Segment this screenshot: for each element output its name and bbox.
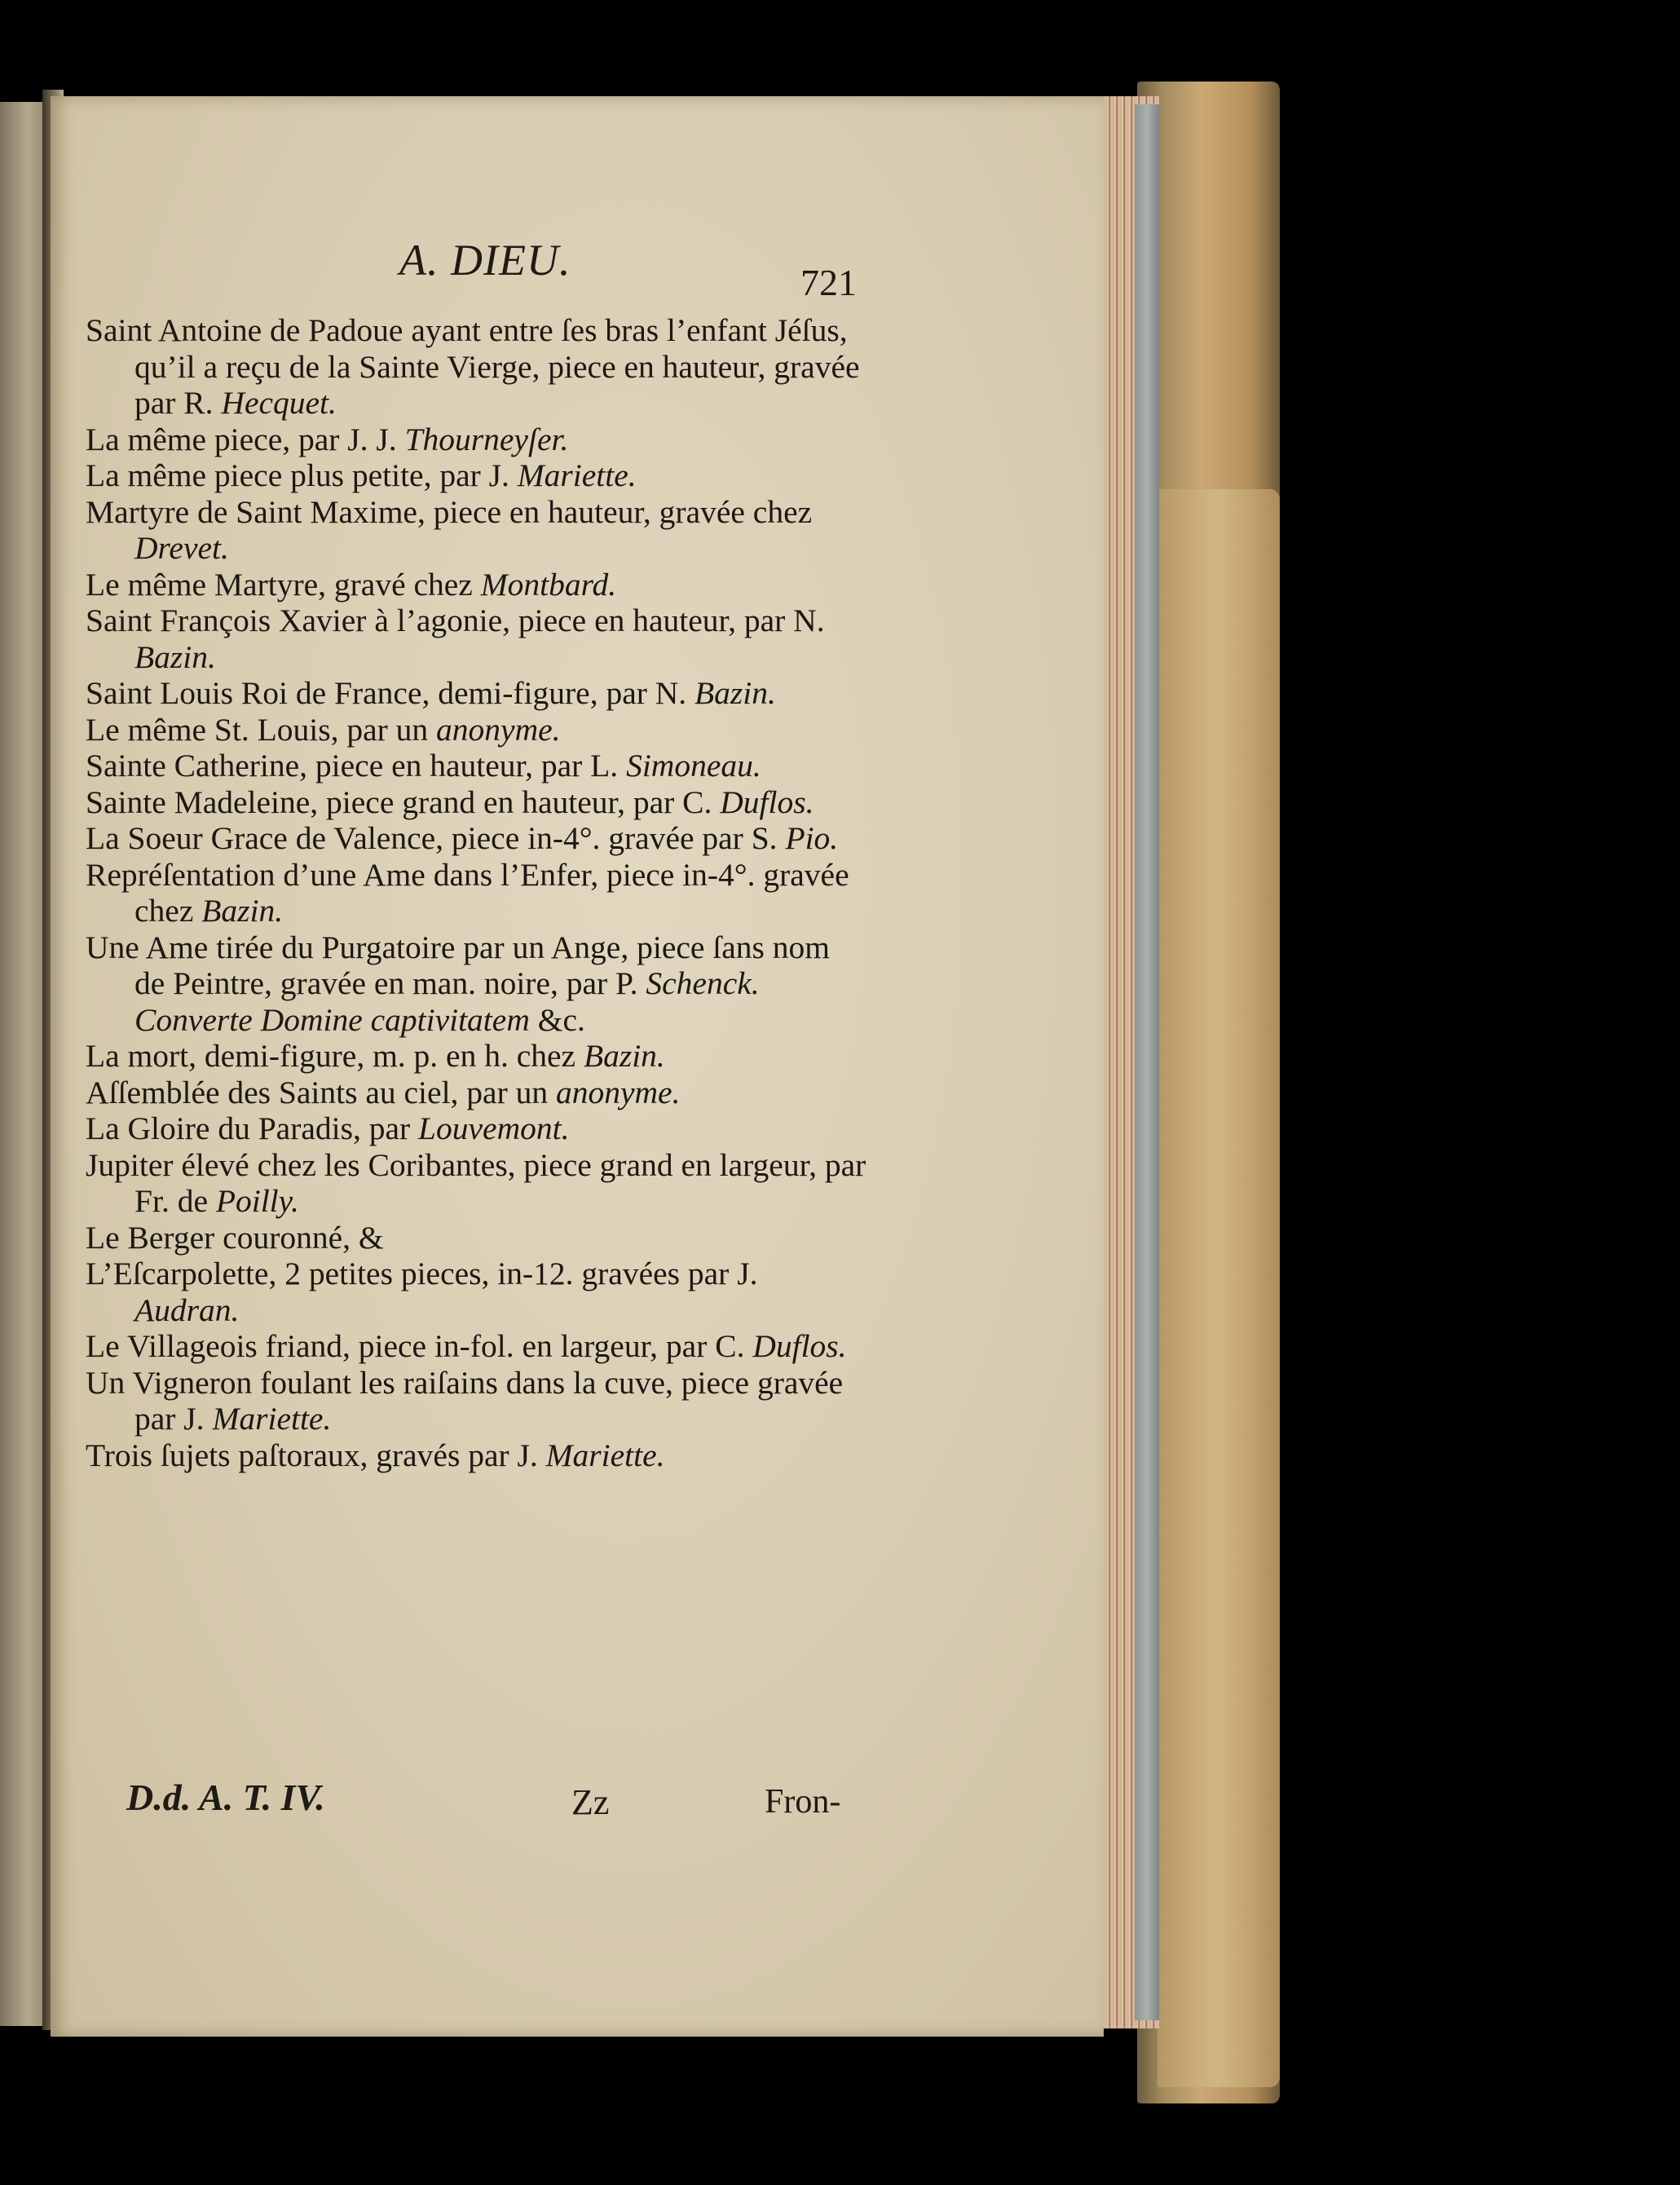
- entry-name-italic: Bazin.: [134, 638, 216, 675]
- binding-board-lower: [1157, 489, 1280, 2087]
- entry-name-italic: anonyme.: [436, 711, 561, 748]
- entry-name-italic: Duflos.: [752, 1328, 847, 1364]
- entry-name-italic: Bazin.: [694, 675, 776, 711]
- entry-name-italic: Audran.: [134, 1291, 240, 1328]
- catalogue-entry: [86, 494, 868, 567]
- catalogue-entry: [86, 1038, 868, 1075]
- catalogue-entry: [86, 1110, 868, 1147]
- entry-name-italic: Drevet.: [134, 530, 229, 566]
- catalogue-entry: [86, 1147, 868, 1220]
- catalogue-entry: [86, 784, 868, 821]
- entry-text: Saint François Xavier à l’agonie, piece en hauteur, par N.: [86, 603, 825, 638]
- entry-name-italic: Hecquet.: [221, 385, 337, 421]
- catalogue-entry: [86, 675, 868, 712]
- entry-text: Aſſemblée des Saints au ciel, par un: [86, 1074, 556, 1110]
- catalogue-entry: [86, 857, 868, 929]
- entry-text: La Soeur Grace de Valence, piece in-4°. gravée par S.: [86, 820, 786, 856]
- entry-text: Un Vigneron foulant les raiſains dans la cuve, piece gravée par J.: [86, 1364, 844, 1437]
- entry-text: Jupiter élevé chez les Coribantes, piece grand en largeur, par Fr. de: [86, 1146, 866, 1219]
- entry-text: Sainte Catherine, piece en hauteur, par L.: [86, 748, 627, 784]
- entry-name-italic: Duflos.: [720, 784, 814, 820]
- entry-name-italic: Schenck. Converte Domine captivitatem: [134, 965, 760, 1038]
- entry-text: Une Ame tirée du Purgatoire par un Ange, piece ſans nom de Peintre, gravée en man. noire, par P.: [86, 929, 831, 1001]
- catalogue-entry: [86, 1075, 868, 1111]
- entry-text: Le Villageois friand, piece in-fol. en largeur, par C.: [86, 1328, 753, 1364]
- page-number: 721: [800, 262, 857, 303]
- entry-name-italic: Montbard.: [480, 566, 617, 603]
- entry-text: La même piece plus petite, par J.: [86, 457, 518, 493]
- entry-text: Saint Louis Roi de France, demi-figure, par N.: [86, 675, 695, 711]
- entry-text: L’Eſcarpolette, 2 petites pieces, in-12. gravées par J.: [86, 1256, 758, 1291]
- entry-name-italic: anonyme.: [555, 1074, 681, 1110]
- entry-text: Le Berger couronné, &: [86, 1219, 384, 1256]
- entry-name-italic: Mariette.: [545, 1437, 665, 1473]
- entry-name-italic: Bazin.: [201, 893, 284, 929]
- page-edges-grey: [1135, 104, 1159, 2020]
- entry-text: Le même St. Louis, par un: [86, 711, 437, 748]
- signature-mark: D.d. A. T. IV.: [126, 1777, 325, 1818]
- catalogue-entry: [86, 1328, 868, 1365]
- entry-text: Repréſentation d’une Ame dans l’Enfer, piece in-4°. gravée chez: [86, 856, 849, 929]
- catalogue-entry: [86, 748, 868, 784]
- entry-text: Sainte Madeleine, piece grand en hauteur, par C.: [86, 784, 721, 820]
- catalogue-entry: [86, 312, 868, 422]
- entry-text: La mort, demi-figure, m. p. en h. chez: [86, 1038, 584, 1074]
- entry-name-italic: Bazin.: [583, 1038, 665, 1074]
- running-head: A. DIEU.: [399, 236, 571, 285]
- entry-name-italic: Poilly.: [215, 1183, 299, 1219]
- catalogue-entry: [86, 1256, 868, 1328]
- entry-text: &c.: [529, 1001, 585, 1038]
- entry-text: Le même Martyre, gravé chez: [86, 566, 481, 603]
- entry-text: Martyre de Saint Maxime, piece en hauteur, gravée chez: [86, 493, 813, 530]
- quire-mark: Zz: [571, 1782, 610, 1822]
- catalogue-entry: [86, 1220, 868, 1256]
- entry-text: Saint Antoine de Padoue ayant entre ſes bras l’enfant Jéſus, qu’il a reçu de la Sainte Vierge, piece en hauteur, gravée par R.: [86, 312, 860, 421]
- entry-name-italic: Thourneyſer.: [404, 421, 569, 457]
- entry-list: [86, 312, 868, 1473]
- entry-name-italic: Mariette.: [517, 457, 637, 493]
- catalogue-entry: [86, 1437, 868, 1474]
- entry-name-italic: Pio.: [785, 820, 839, 856]
- catalogue-entry: [86, 929, 868, 1039]
- catalogue-entry: [86, 567, 868, 603]
- catalogue-entry: [86, 820, 868, 857]
- catalogue-entry: [86, 457, 868, 494]
- catalogue-entry: [86, 712, 868, 748]
- catalogue-entry: [86, 422, 868, 458]
- entry-name-italic: Mariette.: [212, 1401, 332, 1437]
- entry-text: Trois ſujets paſtoraux, gravés par J.: [86, 1437, 546, 1473]
- catchword: Fron-: [765, 1783, 841, 1821]
- entry-name-italic: Simoneau.: [626, 748, 761, 784]
- catalogue-entry: [86, 603, 868, 675]
- entry-text: La Gloire du Paradis, par: [86, 1110, 419, 1146]
- entry-text: La même piece, par J. J.: [86, 421, 405, 457]
- catalogue-entry: [86, 1365, 868, 1437]
- entry-name-italic: Louvemont.: [418, 1110, 570, 1146]
